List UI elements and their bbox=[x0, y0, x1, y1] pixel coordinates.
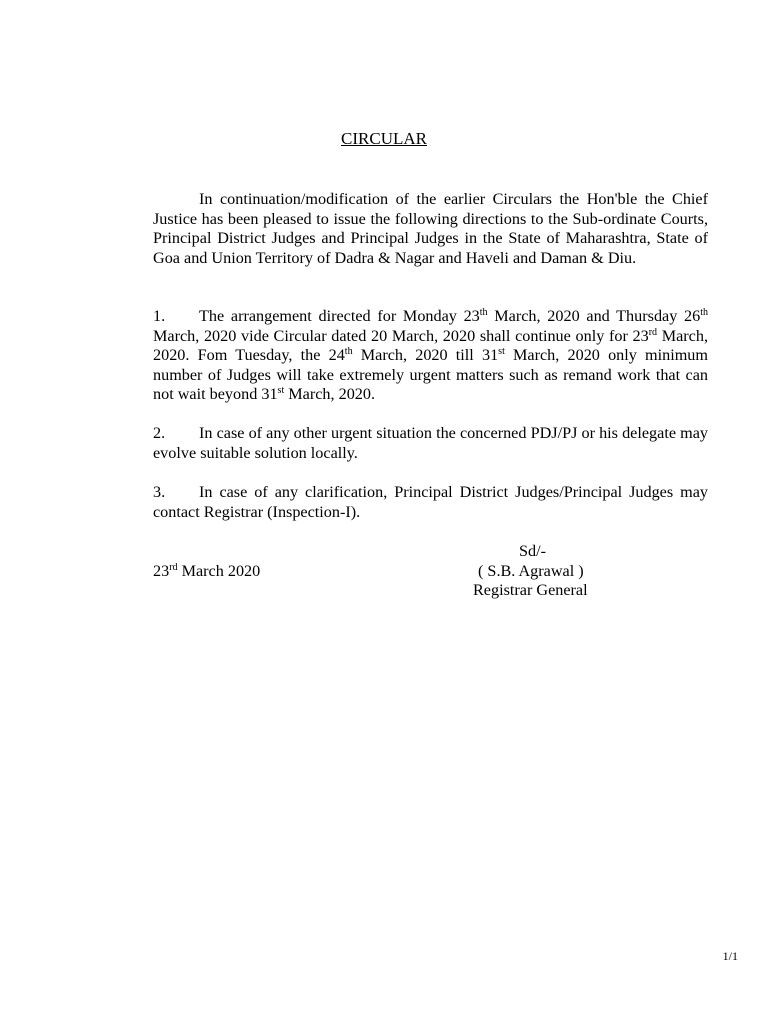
item-1-text-b: March, 2020 and Thursday 26 bbox=[487, 307, 701, 325]
item-3-number: 3. bbox=[153, 483, 166, 501]
item-1-text-f: March, 2020 only minimum number of Judges will take extremely urgent matters such as remand work that can not wait beyond 31 bbox=[153, 346, 708, 404]
item-1-sup-a: th bbox=[479, 307, 488, 318]
item-1-text-e: March, 2020 till 31 bbox=[352, 346, 499, 365]
signatory-name: ( S.B. Agrawal ) bbox=[478, 562, 584, 580]
item-1-text-c: March, 2020 vide Circular dated 20 March, 2020 shall continue only for 23 bbox=[153, 326, 649, 345]
item-1-sup-b: th bbox=[700, 307, 708, 318]
date-rest: March 2020 bbox=[177, 562, 261, 580]
date-day: 23 bbox=[153, 562, 170, 580]
item-1-paragraph bbox=[153, 307, 708, 405]
item-1-text-g: March, 2020. bbox=[284, 385, 376, 404]
item-1-sup-f: st bbox=[277, 385, 285, 397]
date-suffix: rd bbox=[169, 562, 178, 573]
item-3-paragraph bbox=[153, 483, 708, 522]
item-1-text-a: The arrangement directed for Monday 23 bbox=[199, 307, 480, 325]
item-3-text: In case of any clarification, Principal District Judges/Principal Judges may contact Registrar (Inspection-I). bbox=[153, 483, 708, 521]
item-2-paragraph bbox=[153, 424, 708, 463]
circular-title bbox=[0, 129, 768, 149]
signatory-designation: Registrar General bbox=[473, 581, 588, 599]
item-1-sup-c: rd bbox=[648, 326, 658, 338]
item-2-number: 2. bbox=[153, 424, 166, 442]
intro-paragraph bbox=[153, 190, 708, 268]
intro-text: In continuation/modification of the earlier Circulars the Hon'ble the Chief Justice has been pleased to issue the following directions to the Sub-ordinate Courts, Principal District Judges and Principal Judges in the State of Maharashtra, State of Goa and Union Territory of Dadra & Nagar and Haveli and Daman & Diu. bbox=[153, 190, 708, 267]
item-1-number: 1. bbox=[153, 307, 166, 325]
page-number: 1/1 bbox=[722, 949, 738, 963]
item-1-text-d: March, 2020. Fom Tuesday, the 24 bbox=[153, 326, 708, 365]
circular-title-text: CIRCULAR bbox=[341, 129, 427, 148]
circular-date bbox=[153, 561, 260, 581]
item-1-sup-e: st bbox=[498, 346, 505, 358]
item-2-text: In case of any other urgent situation the concerned PDJ/PJ or his delegate may evolve suitable solution locally. bbox=[153, 424, 708, 462]
item-1-sup-d: th bbox=[344, 346, 353, 358]
signature-sd: Sd/- bbox=[519, 542, 546, 560]
